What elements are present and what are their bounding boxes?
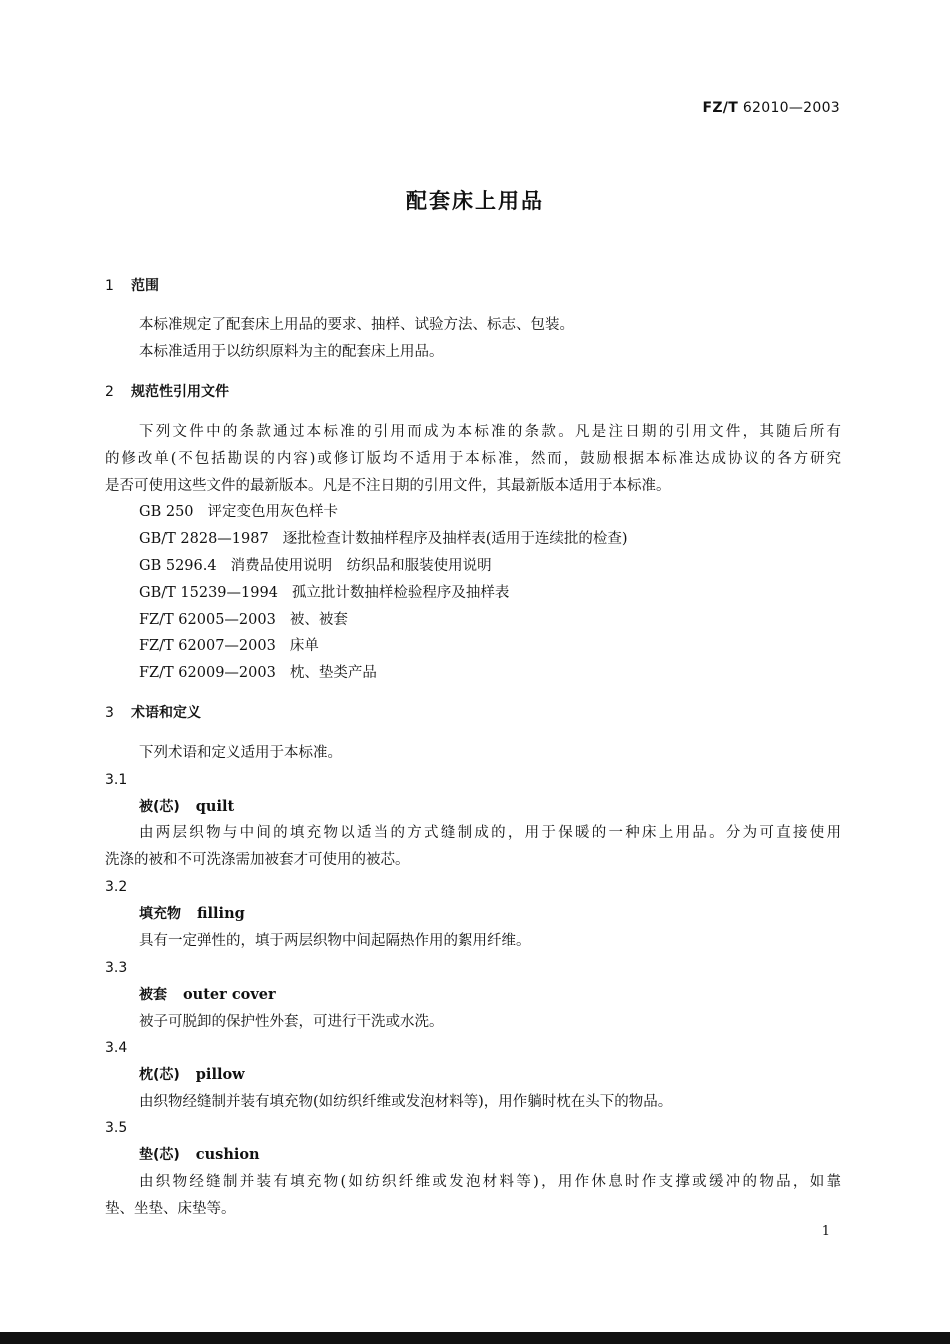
- subclause-number: 3.2: [105, 879, 128, 895]
- reference-code: GB/T 15239—1994: [139, 585, 278, 601]
- page-number: 1: [821, 1224, 830, 1239]
- term-name: 填充物: [139, 906, 181, 922]
- reference-title: 评定变色用灰色样卡: [207, 504, 339, 520]
- reference-title: 床单: [289, 638, 319, 654]
- term-english: filling: [197, 905, 245, 922]
- subclause-number: 3.3: [105, 960, 128, 976]
- reference-title: 逐批检查计数抽样程序及抽样表(适用于连续批的检查): [282, 531, 628, 547]
- term-name: 被套: [139, 987, 167, 1003]
- reference-item: [139, 583, 509, 603]
- section-title: 规范性引用文件: [131, 384, 229, 400]
- section-2-heading: [105, 382, 229, 402]
- document-title: 配套床上用品: [406, 189, 544, 213]
- term-english: outer cover: [183, 986, 276, 1003]
- term-english: cushion: [195, 1146, 260, 1163]
- reference-item: [139, 663, 377, 683]
- term-name: 垫(芯): [139, 1147, 180, 1163]
- section-number: 1: [105, 278, 114, 294]
- term-english: quilt: [195, 798, 235, 815]
- reference-item: [139, 556, 492, 576]
- section-number: 2: [105, 384, 114, 400]
- paragraph: 本标准适用于以纺织原料为主的配套床上用品。: [139, 344, 444, 360]
- section-number: 3: [105, 705, 114, 721]
- standard-prefix: FZ/T: [702, 100, 739, 116]
- reference-code: GB/T 2828—1987: [139, 531, 269, 547]
- reference-item: [139, 529, 628, 549]
- reference-code: FZ/T 62009—2003: [139, 665, 276, 681]
- reference-item: [139, 610, 348, 630]
- term-heading: [139, 1065, 245, 1085]
- reference-code: GB 5296.4: [139, 558, 217, 574]
- section-1-heading: [105, 276, 159, 296]
- paragraph-line: 的修改单(不包括勘误的内容)或修订版均不适用于本标准，然而，鼓励根据本标准达成协议的各方研究: [105, 451, 841, 467]
- reference-title: 孤立批计数抽样检验程序及抽样表: [291, 585, 510, 601]
- paragraph-line: 是否可使用这些文件的最新版本。凡是不注日期的引用文件，其最新版本适用于本标准。: [105, 478, 671, 494]
- subclause-number: 3.4: [105, 1040, 128, 1056]
- reference-code: FZ/T 62007—2003: [139, 638, 276, 654]
- section-title: 术语和定义: [131, 705, 201, 721]
- standard-code: [702, 100, 840, 116]
- term-definition: 洗涤的被和不可洗涤需加被套才可使用的被芯。: [105, 852, 410, 868]
- term-name: 被(芯): [139, 799, 180, 815]
- reference-title: 枕、垫类产品: [289, 665, 377, 681]
- reference-title: 被、被套: [289, 612, 348, 628]
- term-heading: [139, 985, 276, 1005]
- section-3-heading: [105, 703, 201, 723]
- term-definition: 由两层织物与中间的填充物以适当的方式缝制成的，用于保暖的一种床上用品。分为可直接使用: [139, 825, 841, 841]
- term-heading: [139, 797, 234, 817]
- term-definition: 由织物经缝制并装有填充物(如纺织纤维或发泡材料等)，用作躺时枕在头下的物品。: [139, 1094, 673, 1110]
- term-heading: [139, 1145, 260, 1165]
- term-name: 枕(芯): [139, 1067, 180, 1083]
- bottom-edge-bar: [0, 1332, 950, 1344]
- term-english: pillow: [195, 1066, 245, 1083]
- section-title: 范围: [131, 278, 159, 294]
- reference-code: FZ/T 62005—2003: [139, 612, 276, 628]
- reference-item: [139, 502, 338, 522]
- term-heading: [139, 904, 245, 924]
- subclause-number: 3.5: [105, 1120, 128, 1136]
- term-definition: 由织物经缝制并装有填充物(如纺织纤维或发泡材料等)，用作休息时作支撑或缓冲的物品，如靠: [139, 1174, 841, 1190]
- reference-title: 消费品使用说明 纺织品和服装使用说明: [230, 558, 492, 574]
- paragraph-line: 下列文件中的条款通过本标准的引用而成为本标准的条款。凡是注日期的引用文件，其随后所有: [139, 424, 841, 440]
- term-definition: 被子可脱卸的保护性外套，可进行干洗或水洗。: [139, 1014, 444, 1030]
- term-definition: 垫、坐垫、床垫等。: [105, 1201, 236, 1217]
- reference-code: GB 250: [139, 504, 194, 520]
- paragraph: 本标准规定了配套床上用品的要求、抽样、试验方法、标志、包装。: [139, 317, 574, 333]
- reference-item: [139, 636, 319, 656]
- term-definition: 具有一定弹性的，填于两层织物中间起隔热作用的絮用纤维。: [139, 933, 531, 949]
- standard-number: 62010—2003: [742, 100, 840, 116]
- paragraph: 下列术语和定义适用于本标准。: [139, 745, 342, 761]
- subclause-number: 3.1: [105, 772, 128, 788]
